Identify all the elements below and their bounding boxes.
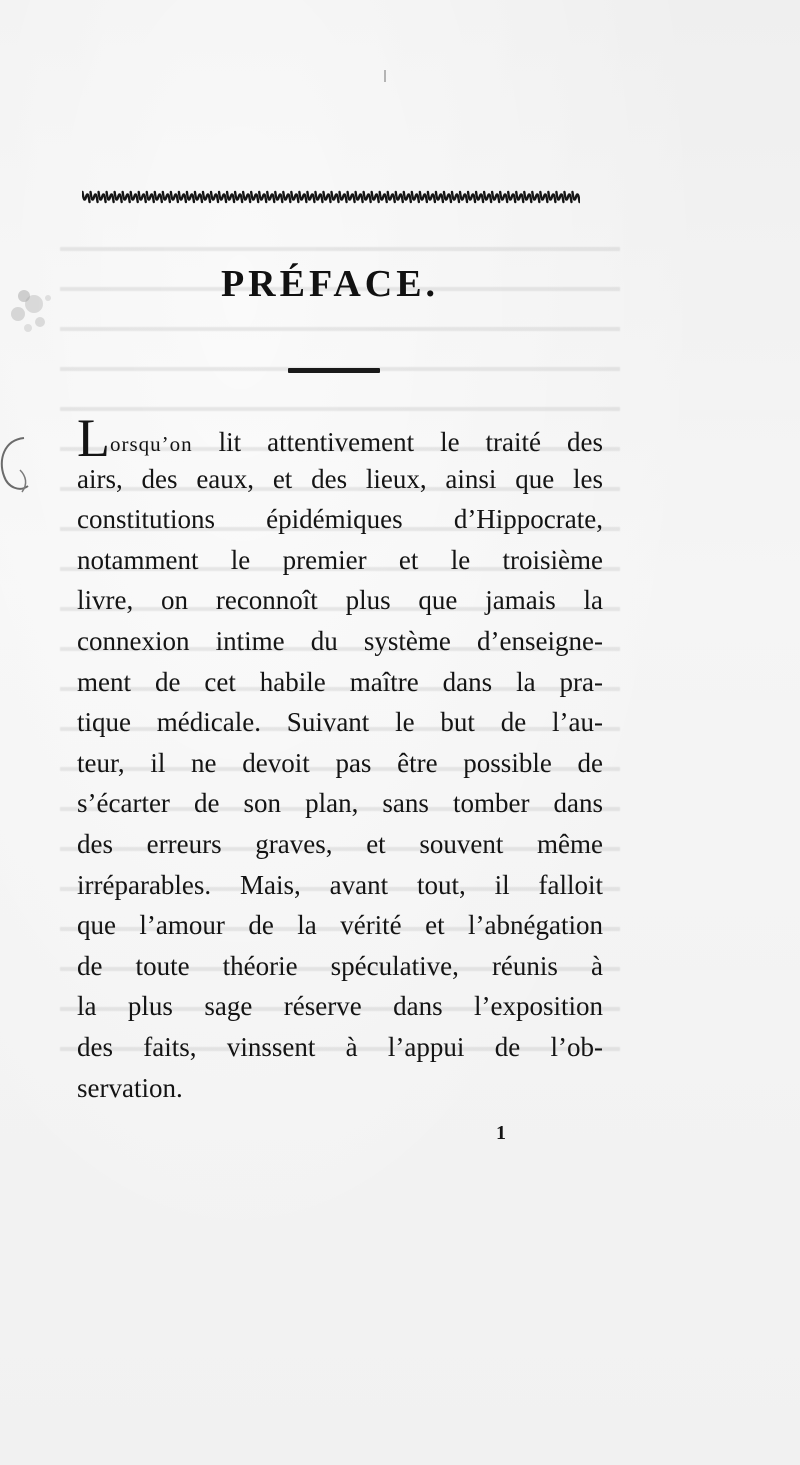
ornament-wave bbox=[171, 192, 178, 202]
pencil-mark bbox=[0, 430, 34, 500]
ornament-wave bbox=[147, 192, 154, 202]
paragraph-line: des erreurs graves, et souvent même bbox=[77, 828, 603, 859]
line-text: lit attentivement le traité des bbox=[192, 427, 603, 457]
paragraph-line: s’écarter de son plan, sans tomber dans bbox=[77, 788, 603, 819]
title-underline bbox=[288, 368, 380, 373]
ornament-wave bbox=[187, 192, 194, 202]
ornament-wave bbox=[340, 192, 347, 202]
ornament-wave bbox=[251, 192, 258, 202]
ornament-wave bbox=[91, 192, 98, 202]
ornament-wave bbox=[564, 192, 571, 202]
paragraph-line: notamment le premier et le troisième bbox=[77, 544, 603, 575]
ornament-wave bbox=[428, 192, 435, 202]
ornament-wave bbox=[572, 192, 579, 202]
ornament-wave bbox=[155, 192, 162, 202]
ornament-wave bbox=[388, 192, 395, 202]
paragraph-line: airs, des eaux, et des lieux, ainsi que les bbox=[77, 463, 603, 494]
ornament-wave bbox=[139, 192, 146, 202]
paragraph-line: de toute théorie spéculative, réunis à bbox=[77, 950, 603, 981]
ornament-wave bbox=[283, 192, 290, 202]
paragraph-line: tique médicale. Suivant le but de l’au- bbox=[77, 707, 603, 738]
ornament-wave bbox=[548, 192, 555, 202]
ornament-wave bbox=[516, 192, 523, 202]
ornament-wave bbox=[436, 192, 443, 202]
ornament-wave bbox=[219, 192, 226, 202]
ornament-wave bbox=[396, 192, 403, 202]
paragraph-line: connexion intime du système d’enseigne- bbox=[77, 625, 603, 656]
paragraph-line: teur, il ne devoit pas être possible de bbox=[77, 747, 603, 778]
ornament-wave bbox=[420, 192, 427, 202]
paragraph-line: des faits, vinssent à l’appui de l’ob- bbox=[77, 1031, 603, 1062]
ornament-wave bbox=[315, 192, 322, 202]
ornament-wave bbox=[332, 192, 339, 202]
ornament-wave bbox=[267, 192, 274, 202]
ornament-wave bbox=[524, 192, 531, 202]
page-number: 1 bbox=[496, 1122, 506, 1144]
ornament-wave bbox=[99, 192, 106, 202]
ornament-wave bbox=[364, 192, 371, 202]
ornament-wave bbox=[500, 192, 507, 202]
ornament-wave bbox=[195, 192, 202, 202]
ornament-wave bbox=[123, 192, 130, 202]
ornament-wave bbox=[540, 192, 547, 202]
ornament-wave bbox=[532, 192, 539, 202]
ornament-wave bbox=[323, 192, 330, 202]
ornament-wave bbox=[107, 192, 114, 202]
ornament-wave bbox=[356, 192, 363, 202]
paragraph-line: irréparables. Mais, avant tout, il falloit bbox=[77, 869, 603, 900]
ornament-wave bbox=[412, 192, 419, 202]
preface-paragraph bbox=[77, 418, 603, 1108]
ornament-wave bbox=[163, 192, 170, 202]
ornament-wave bbox=[508, 192, 515, 202]
paragraph-line: livre, on reconnoît plus que jamais la bbox=[77, 585, 603, 616]
header-ornament bbox=[82, 188, 580, 206]
paragraph-line: la plus sage réserve dans l’exposition bbox=[77, 991, 603, 1022]
ornament-wave bbox=[348, 192, 355, 202]
ornament-wave bbox=[476, 192, 483, 202]
page-title: PRÉFACE. bbox=[220, 263, 440, 305]
paragraph-line: ment de cet habile maître dans la pra- bbox=[77, 666, 603, 697]
ornament-wave bbox=[307, 192, 314, 202]
ornament-wave bbox=[243, 192, 250, 202]
ornament-wave bbox=[259, 192, 266, 202]
paper-speck bbox=[384, 70, 386, 82]
paragraph-line: que l’amour de la vérité et l’abnégation bbox=[77, 910, 603, 941]
ornament-wave bbox=[468, 192, 475, 202]
ornament-wave bbox=[179, 192, 186, 202]
ornament-wave bbox=[203, 192, 210, 202]
ornament-wave bbox=[211, 192, 218, 202]
ornament-wave bbox=[452, 192, 459, 202]
ornament-wave bbox=[444, 192, 451, 202]
paragraph-line: servation. bbox=[77, 1072, 183, 1103]
ornament-wave bbox=[235, 192, 242, 202]
ornament-wave bbox=[484, 192, 491, 202]
ornament-wave bbox=[299, 192, 306, 202]
ornament-wave bbox=[460, 192, 467, 202]
ornament-wave bbox=[227, 192, 234, 202]
ornament-wave bbox=[372, 192, 379, 202]
ornament-wave bbox=[492, 192, 499, 202]
ornament-wave bbox=[291, 192, 298, 202]
ornament-wave bbox=[83, 192, 90, 202]
paragraph-line bbox=[77, 418, 603, 459]
ornament-wave bbox=[556, 192, 563, 202]
drop-cap: L bbox=[77, 418, 110, 459]
ornament-wave bbox=[131, 192, 138, 202]
small-caps-opening: orsqu’on bbox=[110, 432, 193, 456]
ornament-wave bbox=[115, 192, 122, 202]
ornament-wave bbox=[380, 192, 387, 202]
ornament-wave bbox=[275, 192, 282, 202]
ornament-wave bbox=[404, 192, 411, 202]
paragraph-line: constitutions épidémiques d’Hippocrate, bbox=[77, 504, 603, 535]
